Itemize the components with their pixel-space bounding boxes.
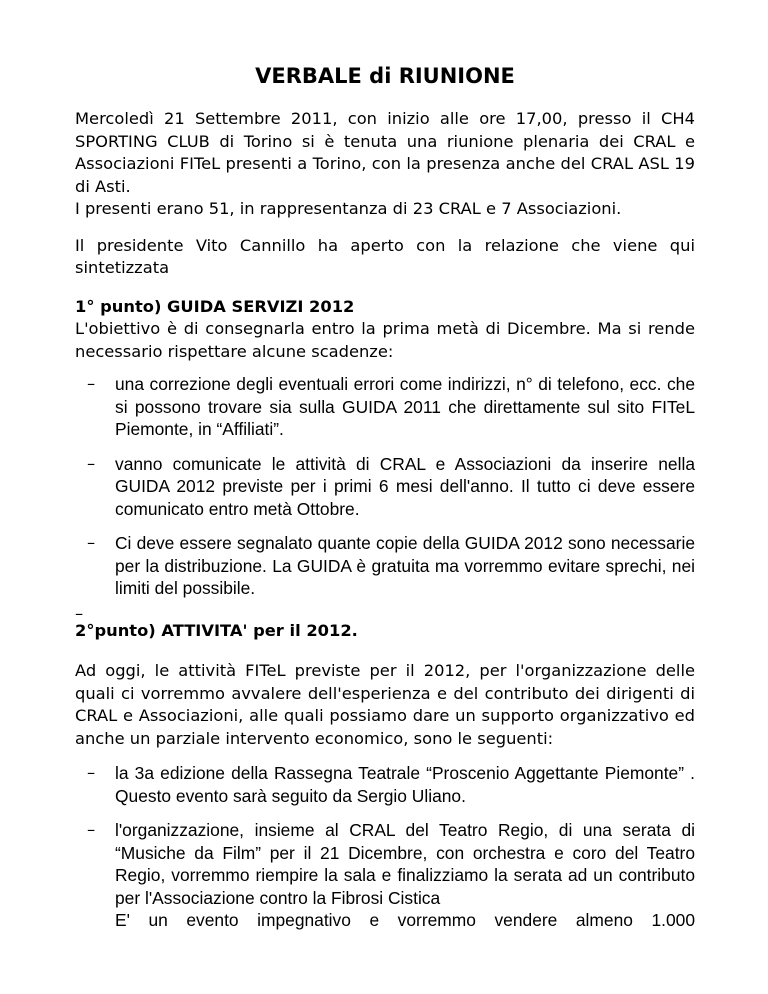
intro-line-2: I presenti erano 51, in rappresentanza di 23 CRAL e 7 Associazioni. (75, 199, 622, 218)
section1-list (75, 373, 695, 600)
section2-heading: 2°punto) ATTIVITA' per il 2012. (75, 620, 358, 640)
list-item (75, 453, 695, 521)
president-paragraph: Il presidente Vito Cannillo ha aperto con la relazione che viene qui sintetizzata (75, 235, 695, 277)
list-item-text: la 3a edizione della Rassegna Teatrale “Proscenio Aggettante Piemonte” . Questo evento sarà seguito da Sergio Uliano. (115, 763, 695, 806)
list-item-text: l'organizzazione, insieme al CRAL del Teatro Regio, di una serata di “Musiche da Film” per il 21 Dicembre, con orchestra e coro del Teatro Regio, vorremmo riempire la sala e finalizziamo la serata ad un contributo per l'Associazione contro la Fibrosi Cistica (115, 820, 695, 908)
section2-list (75, 762, 695, 932)
empty-bullet: – (75, 603, 84, 623)
section1-heading: 1° punto) GUIDA SERVIZI 2012 (75, 296, 355, 316)
section1-text: L'obiettivo è di consegnarla entro la prima metà di Dicembre. Ma si rende necessario rispettare alcune scadenze: (75, 319, 695, 361)
intro-paragraph (75, 108, 695, 221)
list-item (75, 373, 695, 441)
list-item-continuation: E' un evento impegnativo e vorremmo vendere almeno 1.000 (115, 910, 695, 930)
list-item (75, 762, 695, 807)
bullet-dash: – (87, 533, 96, 552)
document-page (75, 62, 695, 944)
intro-line-1: Mercoledì 21 Settembre 2011, con inizio alle ore 17,00, presso il CH4 SPORTING CLUB di Torino si è tenuta una riunione plenaria dei CRAL e Associazioni FITeL presenti a Torino, con la presenza anche del CRAL ASL 19 di Asti. (75, 109, 695, 196)
list-item-text: una correzione degli eventuali errori come indirizzi, n° di telefono, ecc. che si possono trovare sia sulla GUIDA 2011 che direttamente sul sito FITeL Piemonte, in “Affiliati”. (115, 374, 695, 439)
bullet-dash: – (87, 374, 96, 393)
document-title: VERBALE di RIUNIONE (255, 64, 515, 88)
list-item-text: Ci deve essere segnalato quante copie della GUIDA 2012 sono necessarie per la distribuzione. La GUIDA è gratuita ma vorremmo evitare sprechi, nei limiti del possibile. (115, 533, 695, 598)
list-item-text: vanno comunicate le attività di CRAL e Associazioni da inserire nella GUIDA 2012 previste per i primi 6 mesi dell'anno. Il tutto ci deve essere comunicato entro metà Ottobre. (115, 453, 695, 519)
bullet-dash: – (87, 453, 96, 473)
list-item (75, 819, 695, 932)
bullet-dash: – (87, 820, 96, 839)
bullet-dash: – (87, 763, 96, 782)
section2-text: Ad oggi, le attività FITeL previste per il 2012, per l'organizzazione delle quali ci vorremmo avvalere dell'esperienza e del contributo dei dirigenti di CRAL e Associazioni, alle quali possiamo dare un supporto organizzativo ed anche un parziale intervento economico, sono le seguenti: (75, 661, 695, 748)
list-item (75, 532, 695, 600)
